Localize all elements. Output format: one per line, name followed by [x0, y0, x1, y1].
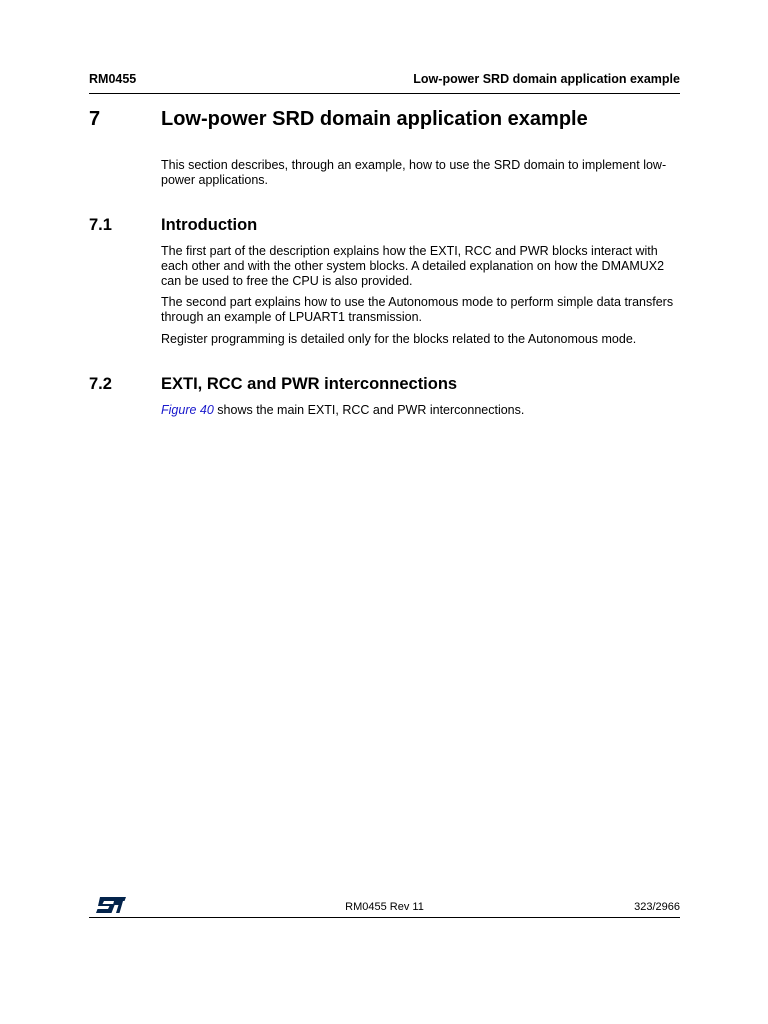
body-text: The first part of the description explains how the EXTI, RCC and PWR blocks interact with each other and with the other system blocks. A detailed explanation on how the DMAMUX2 can be used to free the CPU is also provided. [161, 244, 665, 288]
footer-page-number: 323/2966 [634, 901, 680, 913]
introduction-paragraph-3 [161, 332, 681, 347]
body-text [161, 403, 681, 418]
page-header [89, 72, 680, 94]
introduction-paragraph-1 [161, 244, 681, 289]
interconnections-text: shows the main EXTI, RCC and PWR interconnections. [213, 403, 525, 417]
section-number: 7 [89, 108, 101, 130]
page-footer [89, 893, 680, 918]
header-running-title: Low-power SRD domain application example [413, 72, 680, 86]
section-title: Low-power SRD domain application example [161, 108, 588, 130]
footer-revision: RM0455 Rev 11 [345, 901, 424, 913]
body-text: The second part explains how to use the Autonomous mode to perform simple data transfers through an example of LPUART1 transmission. [161, 295, 674, 324]
introduction-paragraph-2 [161, 295, 681, 325]
section-intro-text: This section describes, through an example, how to use the SRD domain to implement low-power applications. [161, 158, 667, 187]
interconnections-paragraph [161, 403, 681, 418]
subsection-number: 7.2 [89, 375, 112, 393]
body-text: Register programming is detailed only for the blocks related to the Autonomous mode. [161, 332, 637, 346]
header-doc-id: RM0455 [89, 72, 137, 86]
subsection-number: 7.1 [89, 216, 112, 234]
figure-40-link[interactable]: Figure 40 [161, 403, 214, 417]
section-intro [161, 158, 681, 188]
subsection-title: Introduction [161, 216, 258, 234]
subsection-title: EXTI, RCC and PWR interconnections [161, 375, 458, 393]
